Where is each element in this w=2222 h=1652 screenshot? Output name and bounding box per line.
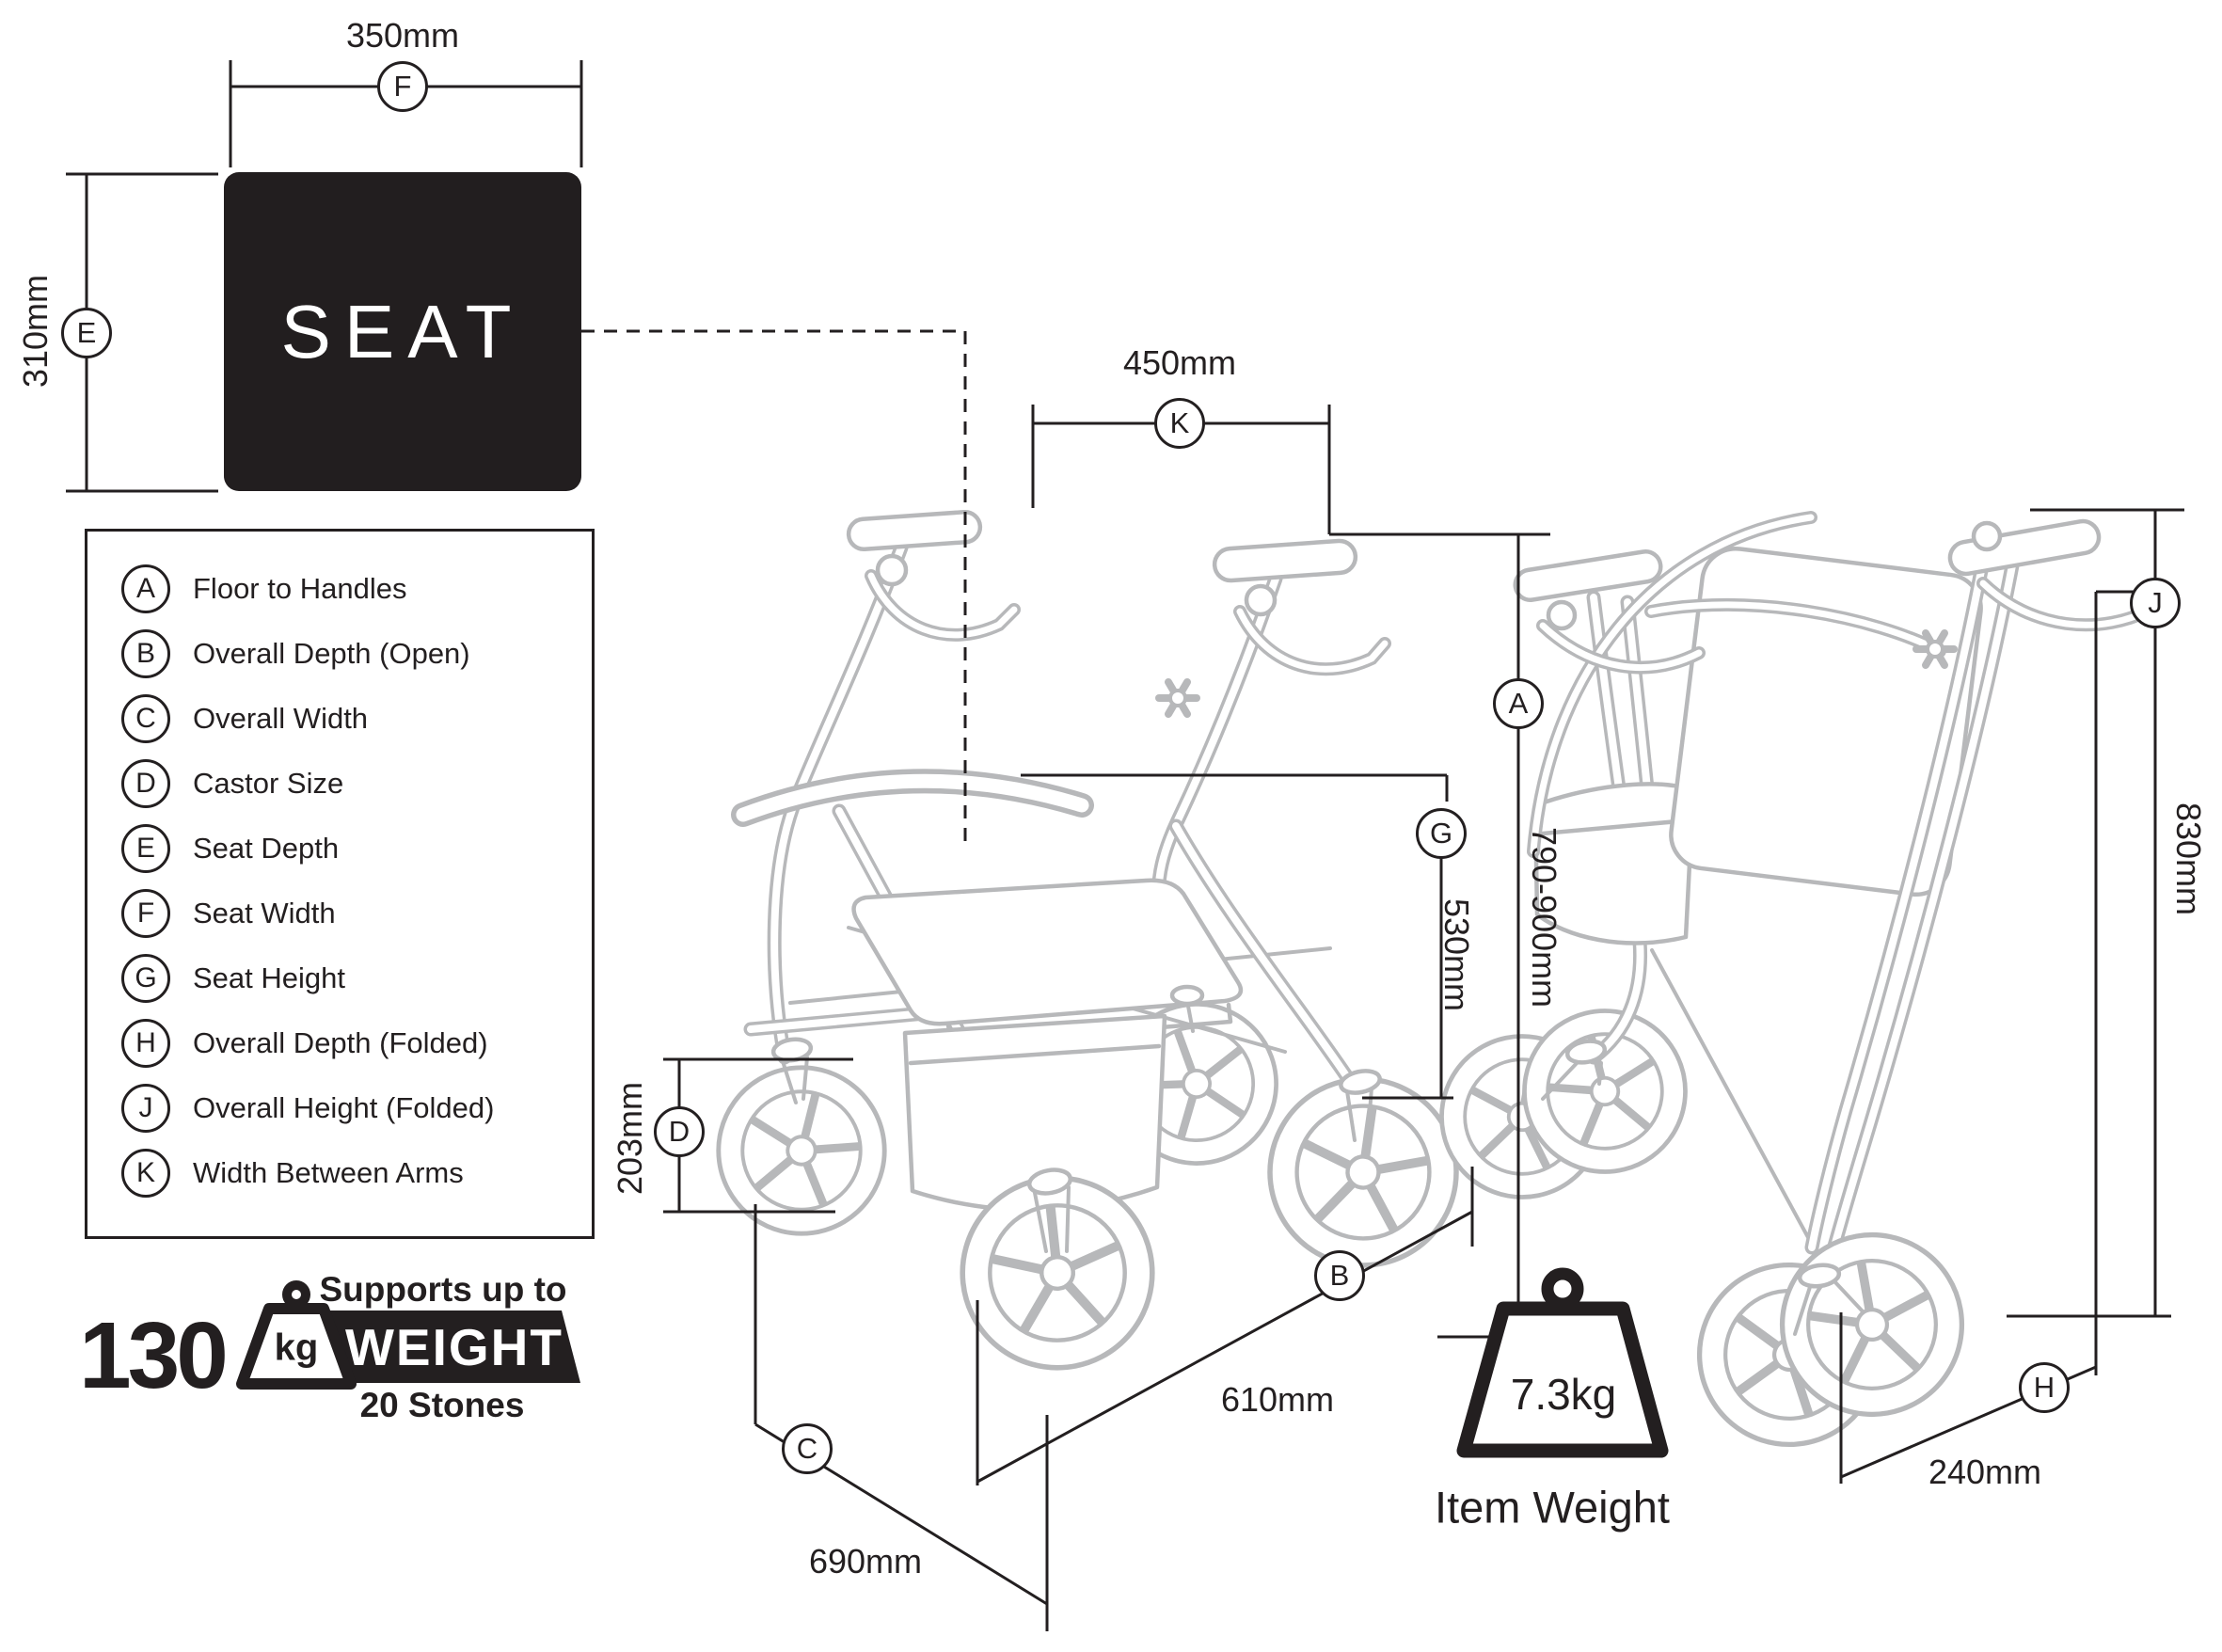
legend-row-k [121, 1140, 592, 1205]
open-rollator-drawing [701, 511, 1468, 1377]
dim-value-g: 530mm [1437, 897, 1476, 1012]
folded-left-clamp [1548, 602, 1575, 628]
open-left-clamp [878, 556, 906, 584]
dim-line-j [2007, 510, 2184, 1375]
open-right-clamp [1246, 586, 1275, 614]
dim-value-h: 240mm [1928, 1453, 2042, 1491]
dim-marker-h: H [2019, 1362, 2070, 1413]
legend-label-k: Width Between Arms [193, 1155, 464, 1189]
seat-swatch [224, 172, 581, 491]
legend-row-b [121, 621, 592, 686]
legend-box [85, 529, 595, 1239]
dim-marker-a: A [1493, 678, 1544, 729]
legend-row-c [121, 686, 592, 751]
item-weight-value: 7.3kg [1510, 1370, 1617, 1419]
legend-label-c: Overall Width [193, 701, 369, 735]
dim-value-f: 350mm [345, 16, 460, 55]
dim-marker-g: G [1416, 808, 1467, 859]
capacity-unit: kg [274, 1326, 319, 1369]
legend-key-f: F [121, 889, 170, 938]
dim-value-a: 790-900mm [1525, 826, 1563, 1009]
capacity-value: 130 [79, 1303, 225, 1408]
legend-row-j [121, 1075, 592, 1140]
seat-label: SEAT [280, 289, 525, 373]
dim-marker-e: E [61, 308, 112, 358]
legend-row-d [121, 751, 592, 816]
legend-row-h [121, 1010, 592, 1075]
folded-right-grip [1947, 518, 2101, 576]
legend-row-g [121, 945, 592, 1010]
legend-key-j: J [121, 1084, 170, 1133]
open-folding-knob [1159, 682, 1197, 714]
dim-value-k: 450mm [1122, 343, 1237, 382]
open-left-grip [848, 511, 981, 550]
capacity-supports-text: Supports up to [319, 1270, 567, 1309]
item-weight-icon [1464, 1274, 1661, 1451]
dim-marker-c: C [782, 1423, 833, 1474]
legend-key-b: B [121, 629, 170, 678]
legend-label-j: Overall Height (Folded) [193, 1090, 495, 1124]
legend-row-e [121, 816, 592, 881]
legend-label-h: Overall Depth (Folded) [193, 1025, 488, 1059]
legend-label-e: Seat Depth [193, 831, 340, 865]
dim-marker-f: F [377, 61, 428, 112]
dim-marker-k: K [1154, 398, 1205, 449]
weight-ring-icon [1547, 1274, 1578, 1304]
legend-row-a [121, 556, 592, 621]
open-right-grip [1214, 540, 1357, 581]
dim-value-e: 310mm [16, 274, 55, 389]
legend-row-f [121, 881, 592, 945]
legend-key-h: H [121, 1019, 170, 1068]
folded-seat-panel [1667, 545, 1984, 898]
legend-key-g: G [121, 954, 170, 1003]
dim-value-d: 203mm [611, 1081, 649, 1196]
dim-value-j: 830mm [2169, 802, 2208, 916]
legend-label-d: Castor Size [193, 766, 344, 800]
dim-value-b: 610mm [1220, 1380, 1335, 1419]
open-rear-left-wheel [701, 1050, 902, 1251]
kg-weight-icon [287, 1285, 306, 1304]
legend-key-c: C [121, 694, 170, 743]
capacity-stones-text: 20 Stones [359, 1386, 525, 1424]
legend-label-b: Overall Depth (Open) [193, 636, 470, 670]
legend-label-f: Seat Width [193, 896, 336, 929]
folded-right-clamp [1974, 523, 2000, 549]
dim-marker-j: J [2130, 578, 2181, 628]
dim-marker-b: B [1314, 1250, 1365, 1301]
legend-label-a: Floor to Handles [193, 571, 407, 605]
legend-key-a: A [121, 564, 170, 613]
capacity-weight-text: WEIGHT [345, 1318, 563, 1376]
item-weight-label: Item Weight [1435, 1482, 1670, 1533]
dim-value-c: 690mm [808, 1542, 923, 1581]
dim-marker-d: D [654, 1106, 705, 1157]
legend-key-e: E [121, 824, 170, 873]
legend-label-g: Seat Height [193, 961, 345, 994]
legend-key-k: K [121, 1149, 170, 1198]
legend-key-d: D [121, 759, 170, 808]
